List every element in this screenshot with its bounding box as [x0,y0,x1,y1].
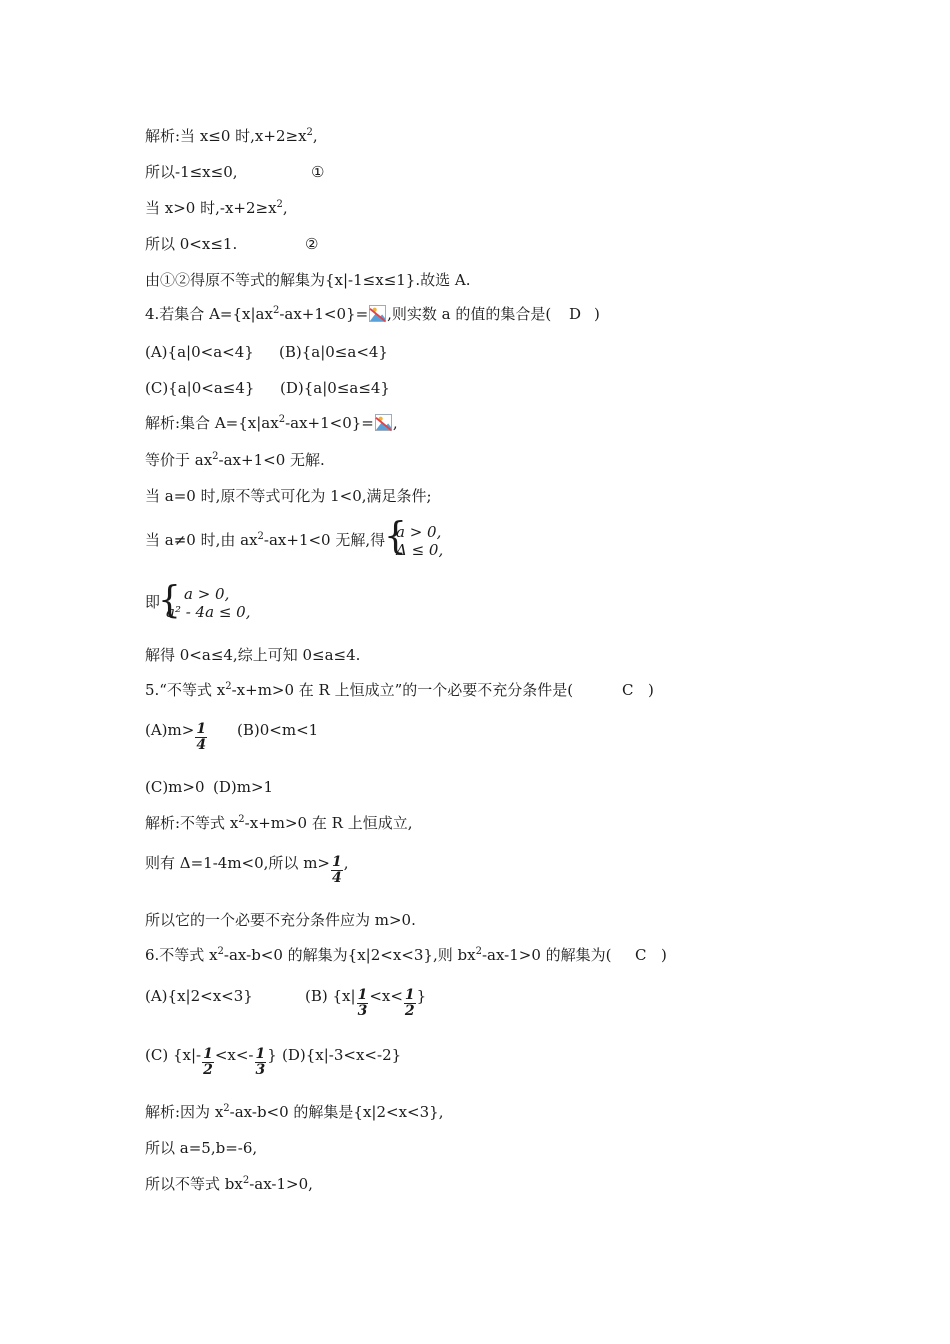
q4-solution-line-2: 等价于 $ax^2-ax+1<0$ 无解. [145,451,325,469]
q4-solution-line-6: 解得 0<a≤4,综上可知 0≤a≤4. [145,646,361,664]
q4-solution-line-1: 解析:集合 $A=\{x|ax^2-ax+1<0\}=$ , [145,414,398,432]
q4-option-d: (D){a|0≤a≤4} [280,379,390,397]
q4-solution-line-3: 当 a=0 时,原不等式可化为 1<0,满足条件; [145,487,432,505]
q6-close-paren: ) [661,946,667,964]
q6-answer: C [635,946,647,964]
broken-image-icon [369,305,386,322]
system-1-line-1: a > 0, [396,523,442,541]
fraction: $\frac{1}{2}$ [203,1046,213,1078]
fraction: $\frac{1}{3}$ [357,987,368,1019]
q3-solution-line-2: 所以-1≤x≤0, [145,163,238,181]
system-brace: { [384,514,407,558]
q5-answer: C [622,681,634,699]
q5-close-paren: ) [648,681,654,699]
fraction: $\frac{1}{4}$ [332,854,342,886]
q5-stem: 5.“不等式 $x^2-x+m>0$ 在 R 上恒成立”的一个必要不充分条件是( [145,681,574,699]
circled-number-2: ② [305,235,319,253]
q4-solution-line-4: 当 a≠0 时,由 $ax^2-ax+1<0$ 无解,得 [145,531,386,549]
q4-stem: 4.若集合 $A=\{x|ax^2-ax+1<0\}=$ ,则实数 a 的值的集合是( [145,305,552,323]
q6-option-b: (B) {x| $\frac{1}{3}$ <x< $\frac{1}{2}$ } [305,987,427,1019]
q4-option-c: (C){a|0<a≤4} [145,379,255,397]
q6-solution-line-1: 解析:因为 $x^2-ax-b<0$ 的解集是{x|2<x<3}, [145,1103,444,1121]
system-brace: { [158,578,181,622]
fraction: $\frac{1}{2}$ [404,987,415,1019]
fraction: $\frac{1}{3}$ [255,1046,266,1078]
system-2-line-2: a² - 4a ≤ 0, [166,603,251,621]
q3-conclusion: 由①②得原不等式的解集为{x|-1≤x≤1}.故选 A. [145,271,471,289]
q6-stem: 6.不等式 $x^2-ax-b<0$ 的解集为{x|2<x<3},则 $bx^2-ax-1>0$ 的解集为( [145,946,612,964]
q4-answer: D [569,305,582,323]
q5-option-c: (C)m>0 [145,778,205,796]
fraction: $\frac{1}{4}$ [196,721,207,753]
q5-option-d: (D)m>1 [213,778,274,796]
broken-image-icon [375,414,392,431]
q5-solution-line-2: 则有 Δ=1-4m<0,所以 m> $\frac{1}{4}$ , [145,854,349,886]
q5-option-b: (B)0<m<1 [237,721,319,739]
q4-solution-line-5: 即 [145,593,161,611]
q4-option-b: (B){a|0≤a<4} [279,343,388,361]
q5-solution-line-1: 解析:不等式 $x^2-x+m>0$ 在 R 上恒成立, [145,814,413,832]
q6-solution-line-2: 所以 a=5,b=-6, [145,1139,258,1157]
q3-solution-line-3: 当 x>0 时$,-x+2\ge x^2$, [145,199,288,217]
q6-option-c: (C) {x|- $\frac{1}{2}$ <x<- $\frac{1}{3}$ } [145,1046,277,1078]
q4-option-a: (A){a|0<a<4} [145,343,254,361]
q3-solution-line-1: 解析:当 x≤0 时$,x+2\ge x^2$, [145,127,318,145]
circled-number-1: ① [311,163,325,181]
q5-solution-line-3: 所以它的一个必要不充分条件应为 m>0. [145,911,416,929]
q6-solution-line-3: 所以不等式 $bx^2-ax-1>0$, [145,1175,313,1193]
q5-option-a: (A)m> $\frac{1}{4}$ [145,721,207,753]
q4-close-paren: ) [594,305,600,323]
q6-option-d: (D){x|-3<x<-2} [282,1046,402,1064]
q3-solution-line-4: 所以 0<x≤1. [145,235,238,253]
system-2-line-1: a > 0, [184,585,230,603]
q6-option-a: (A){x|2<x<3} [145,987,253,1005]
system-1-line-2: Δ ≤ 0, [396,541,444,559]
